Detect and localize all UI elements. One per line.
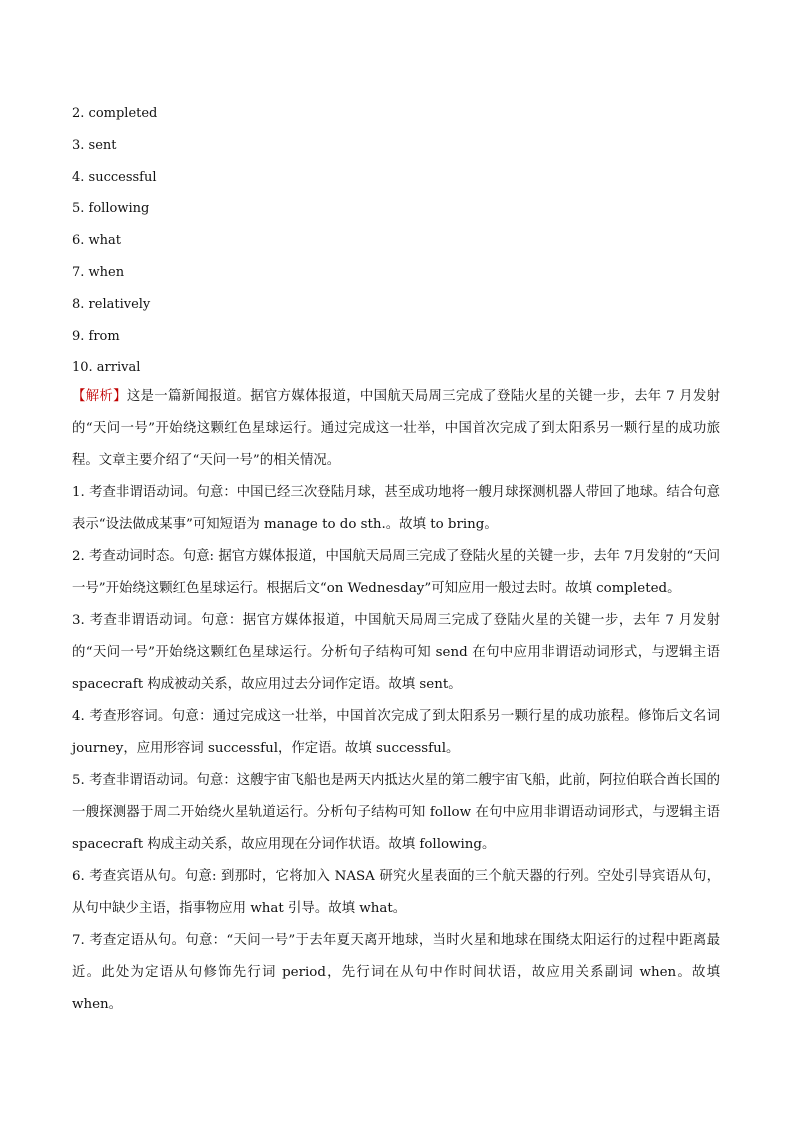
explanation-item: 3. 考查非谓语动词。句意：据官方媒体报道，中国航天局周三完成了登陆火星的关键一步，去年 7 月发射的“天问一号”开始绕这颗红色星球运行。分析句子结构可知 send 在句中应用非谓语动词形式，与逻辑主语 spacecraft 构成被动关系，故应用过去分词作定语。故填 sent。	[72, 613, 720, 692]
answer-item: 6. what	[72, 233, 122, 249]
explanation-item: 6. 考查宾语从句。句意: 到那时，它将加入 NASA 研究火星表面的三个航天器的行列。空处引导宾语从句，从句中缺少主语，指事物应用 what 引导。故填 what。	[72, 869, 720, 916]
explanation-item: 4. 考查形容词。句意：通过完成这一壮举，中国首次完成了到太阳系另一颗行星的成功旅程。修饰后文名词 journey，应用形容词 successful，作定语。故填 successful。	[72, 709, 720, 756]
explanation-item: 7. 考查定语从句。句意：“天问一号”于去年夏天离开地球，当时火星和地球在围绕太阳运行的过程中距离最近。此处为定语从句修饰先行词 period，先行词在从句中作时间状语，故应用关系副词 when。故填 when。	[72, 933, 720, 1012]
explanation-item: 1. 考查非谓语动词。句意：中国已经三次登陆月球，甚至成功地将一艘月球探测机器人带回了地球。结合句意表示“设法做成某事”可知短语为 manage to do sth.。故填 to bring。	[72, 485, 720, 532]
answer-item: 8. relatively	[72, 296, 151, 312]
answer-item: 7. when	[72, 264, 125, 280]
analysis-section	[72, 381, 720, 1021]
analysis-intro-paragraph	[72, 381, 720, 477]
answer-item: 5. following	[72, 201, 150, 217]
explanation-item: 5. 考查非谓语动词。句意：这艘宇宙飞船也是两天内抵达火星的第二艘宇宙飞船，此前，阿拉伯联合酋长国的一艘探测器于周二开始绕火星轨道运行。分析句子结构可知 follow 在句中应用非谓语动词形式，与逻辑主语 spacecraft 构成主动关系，故应用现在分词作状语。故填 following。	[72, 773, 720, 852]
answer-item: 2. completed	[72, 106, 158, 121]
answer-item: 9. from	[72, 328, 120, 344]
answer-item: 10. arrival	[72, 360, 141, 376]
answer-item: 3. sent	[72, 137, 117, 153]
answer-item: 4. successful	[72, 169, 157, 185]
analysis-tag: 【解析】	[72, 389, 127, 404]
explanation-item: 2. 考查动词时态。句意: 据官方媒体报道，中国航天局周三完成了登陆火星的关键一步，去年 7月发射的“天问一号”开始绕这颗红色星球运行。根据后文“on Wednesday”可知应用一般过去时。故填 completed。	[72, 549, 720, 596]
analysis-intro-text: 这是一篇新闻报道。据官方媒体报道，中国航天局周三完成了登陆火星的关键一步，去年 7 月发射的“天问一号”开始绕这颗红色星球运行。通过完成这一壮举，中国首次完成了到太阳系另一颗行星的成功旅程。文章主要介绍了“天问一号”的相关情况。	[72, 389, 721, 468]
answer-list	[72, 98, 732, 384]
